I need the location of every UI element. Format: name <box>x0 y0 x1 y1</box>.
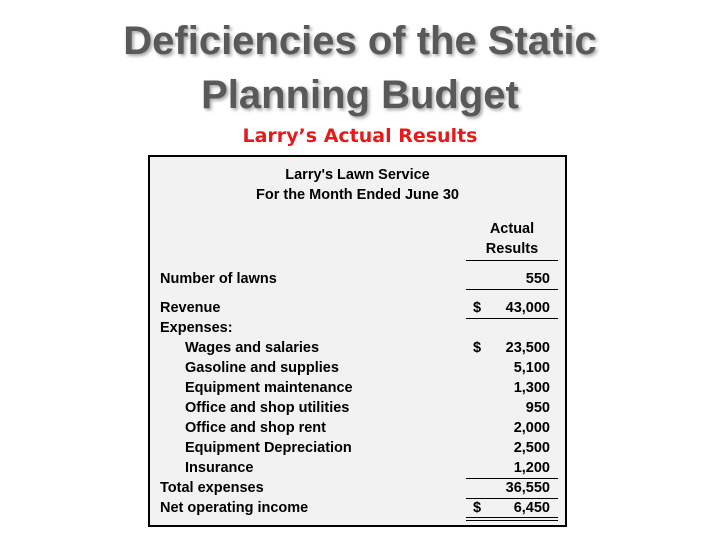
row-net-operating-income <box>150 498 565 518</box>
row-label: Office and shop utilities <box>185 400 350 416</box>
double-underline-top <box>466 517 558 518</box>
row-office-and-shop-rent <box>150 418 565 438</box>
row-underline <box>466 289 558 290</box>
row-label: Net operating income <box>160 500 309 516</box>
double-underline-bottom <box>466 520 558 521</box>
income-statement-table <box>148 155 567 527</box>
statement-period: For the Month Ended June 30 <box>255 187 459 203</box>
row-value: 2,500 <box>513 440 550 456</box>
column-header-line-1: Actual <box>489 221 535 237</box>
row-currency: $ <box>473 340 482 356</box>
row-value: 23,500 <box>505 340 550 356</box>
slide-title-line-1: Deficiencies of the Static <box>123 19 597 63</box>
row-number-of-lawns <box>150 269 565 289</box>
row-insurance <box>150 458 565 478</box>
row-value: 550 <box>525 271 550 287</box>
slide-title-line-2: Planning Budget <box>201 73 519 117</box>
row-total-expenses <box>150 478 565 498</box>
row-equipment-maintenance <box>150 378 565 398</box>
row-label: Equipment maintenance <box>185 380 353 396</box>
header-underline <box>466 260 558 261</box>
row-label: Wages and salaries <box>185 340 320 356</box>
row-value: 43,000 <box>505 300 550 316</box>
row-label: Expenses: <box>160 320 233 336</box>
row-label: Insurance <box>185 460 254 476</box>
row-label: Office and shop rent <box>185 420 326 436</box>
row-currency: $ <box>473 500 482 516</box>
column-header-line-2: Results <box>485 241 539 257</box>
row-wages-and-salaries <box>150 338 565 358</box>
row-label: Number of lawns <box>160 271 277 287</box>
slide-title <box>0 14 720 122</box>
row-value: 6,450 <box>513 500 550 516</box>
row-value: 36,550 <box>505 480 550 496</box>
row-office-and-shop-utilities <box>150 398 565 418</box>
row-currency: $ <box>473 300 482 316</box>
row-value: 1,300 <box>513 380 550 396</box>
row-label: Revenue <box>160 300 221 316</box>
row-label: Equipment Depreciation <box>185 440 352 456</box>
row-gasoline-and-supplies <box>150 358 565 378</box>
slide-subtitle: Larry’s Actual Results <box>242 125 478 147</box>
row-label: Gasoline and supplies <box>185 360 339 376</box>
company-name: Larry's Lawn Service <box>285 167 430 183</box>
row-value: 950 <box>525 400 550 416</box>
row-value: 5,100 <box>513 360 550 376</box>
row-value: 2,000 <box>513 420 550 436</box>
row-label: Total expenses <box>160 480 264 496</box>
row-equipment-depreciation <box>150 438 565 458</box>
row-expenses-heading <box>150 318 565 338</box>
row-revenue <box>150 298 565 318</box>
row-value: 1,200 <box>513 460 550 476</box>
